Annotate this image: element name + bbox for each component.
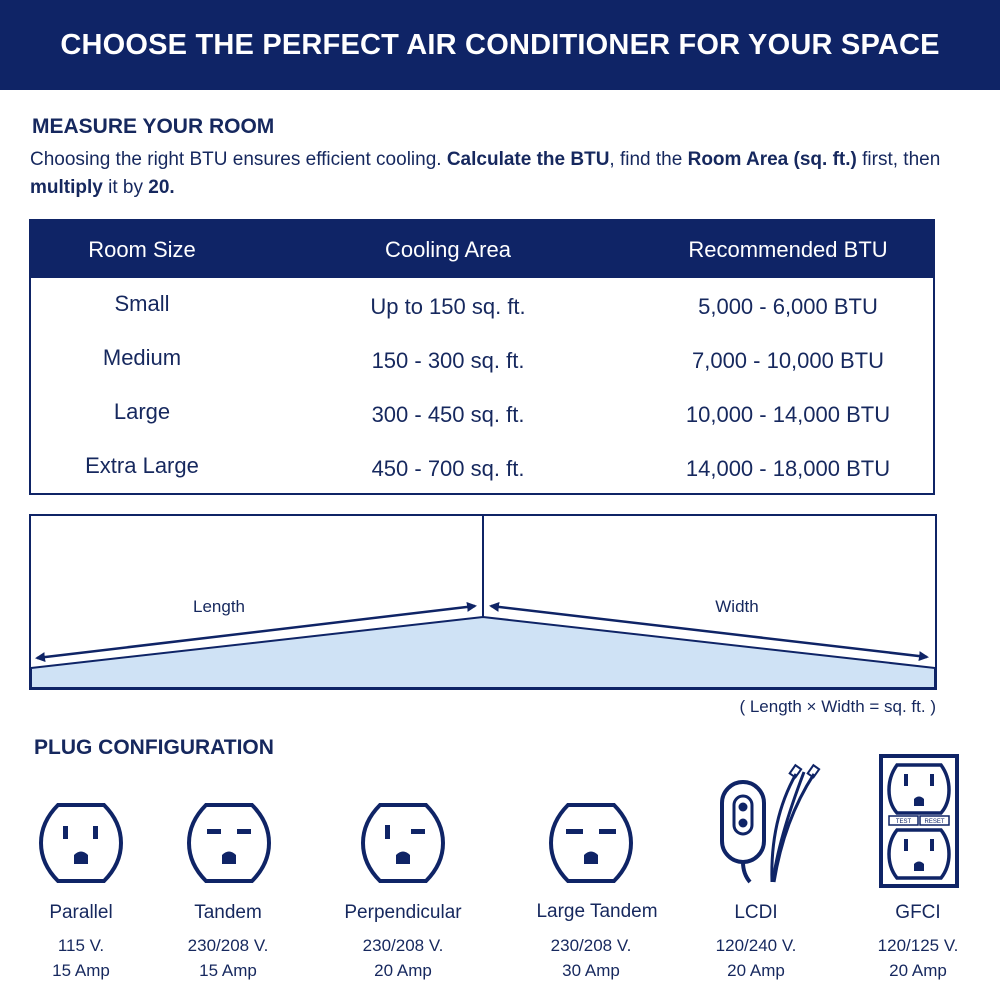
area-formula: ( Length × Width = sq. ft. ) [739,697,936,716]
room-size-cell: Extra Large [85,453,199,478]
table-row [31,334,933,388]
intro-part: it by [102,177,149,198]
btu-cell: 14,000 - 18,000 BTU [685,456,891,481]
plug-amp: 20 Amp [374,961,432,980]
room-size-cell: Medium [102,345,182,370]
intro-bold: Calculate the BTU [446,149,610,170]
room-size-cell: Small [114,291,170,316]
plug-name-perpendicular: Perpendicular [344,902,462,923]
plug-spec-lcdi [666,933,846,983]
btu-cell: 7,000 - 10,000 BTU [691,348,884,373]
tandem-outlet-icon [186,802,272,884]
cooling-area-cell: 450 - 700 sq. ft. [371,456,525,481]
large-tandem-outlet-icon [548,802,634,884]
intro-text [30,146,970,202]
table-row [31,280,933,334]
intro-bold: 20. [148,177,175,198]
parallel-outlet-icon [38,802,124,884]
plug-amp: 20 Amp [889,961,947,980]
header-room-size: Room Size [88,236,196,262]
btu-cell: 5,000 - 6,000 BTU [698,294,878,319]
plug-spec-large-tandem [501,933,681,983]
page-title: CHOOSE THE PERFECT AIR CONDITIONER FOR YOUR SPACE [60,28,940,61]
btu-cell: 10,000 - 14,000 BTU [685,402,891,427]
plug-name-lcdi: LCDI [734,902,778,923]
header-banner [0,0,1000,90]
width-label: Width [715,597,759,616]
cooling-area-cell: 300 - 450 sq. ft. [371,402,525,427]
cooling-area-cell: 150 - 300 sq. ft. [371,348,525,373]
header-recommended-btu: Recommended BTU [688,236,888,262]
plug-spec-perpendicular [313,933,493,983]
intro-part: , find the [609,149,688,170]
plug-name-large-tandem: Large Tandem [536,901,658,922]
header-cooling-area: Cooling Area [385,236,511,262]
plug-voltage: 230/208 V. [550,936,632,955]
intro-part: first, then [856,149,941,170]
plug-name-parallel: Parallel [49,902,113,923]
plug-voltage: 115 V. [57,936,105,955]
plug-spec-tandem [138,933,318,983]
plug-amp: 15 Amp [52,961,110,980]
plug-voltage: 120/240 V. [715,936,797,955]
plug-voltage: 230/208 V. [187,936,269,955]
gfci-outlet-icon [879,754,959,888]
intro-bold: multiply [30,177,103,198]
table-header [31,221,933,278]
intro-bold: Room Area (sq. ft.) [687,149,857,170]
plug-voltage: 230/208 V. [362,936,444,955]
plug-name-gfci: GFCI [895,902,941,923]
lcdi-plug-icon [718,760,828,890]
plug-amp: 15 Amp [199,961,257,980]
gfci-reset-label: RESET [924,819,945,825]
gfci-test-label: TEST [895,819,912,825]
perpendicular-outlet-icon [360,802,446,884]
intro-part: Choosing the right BTU ensures efficient cooling. [30,149,447,170]
plug-spec-gfci [828,933,1000,983]
table-row [31,442,933,496]
room-diagram [29,514,937,690]
plug-voltage: 120/125 V. [877,936,959,955]
plug-amp: 30 Amp [562,961,620,980]
btu-table [29,219,935,495]
plug-configuration-heading: PLUG CONFIGURATION [34,736,274,759]
plug-name-tandem: Tandem [194,902,262,923]
plug-amp: 20 Amp [727,961,785,980]
cooling-area-cell: Up to 150 sq. ft. [370,294,526,319]
measure-room-heading: MEASURE YOUR ROOM [32,115,275,138]
table-row [31,388,933,442]
room-size-cell: Large [113,399,171,424]
length-label: Length [193,597,245,616]
